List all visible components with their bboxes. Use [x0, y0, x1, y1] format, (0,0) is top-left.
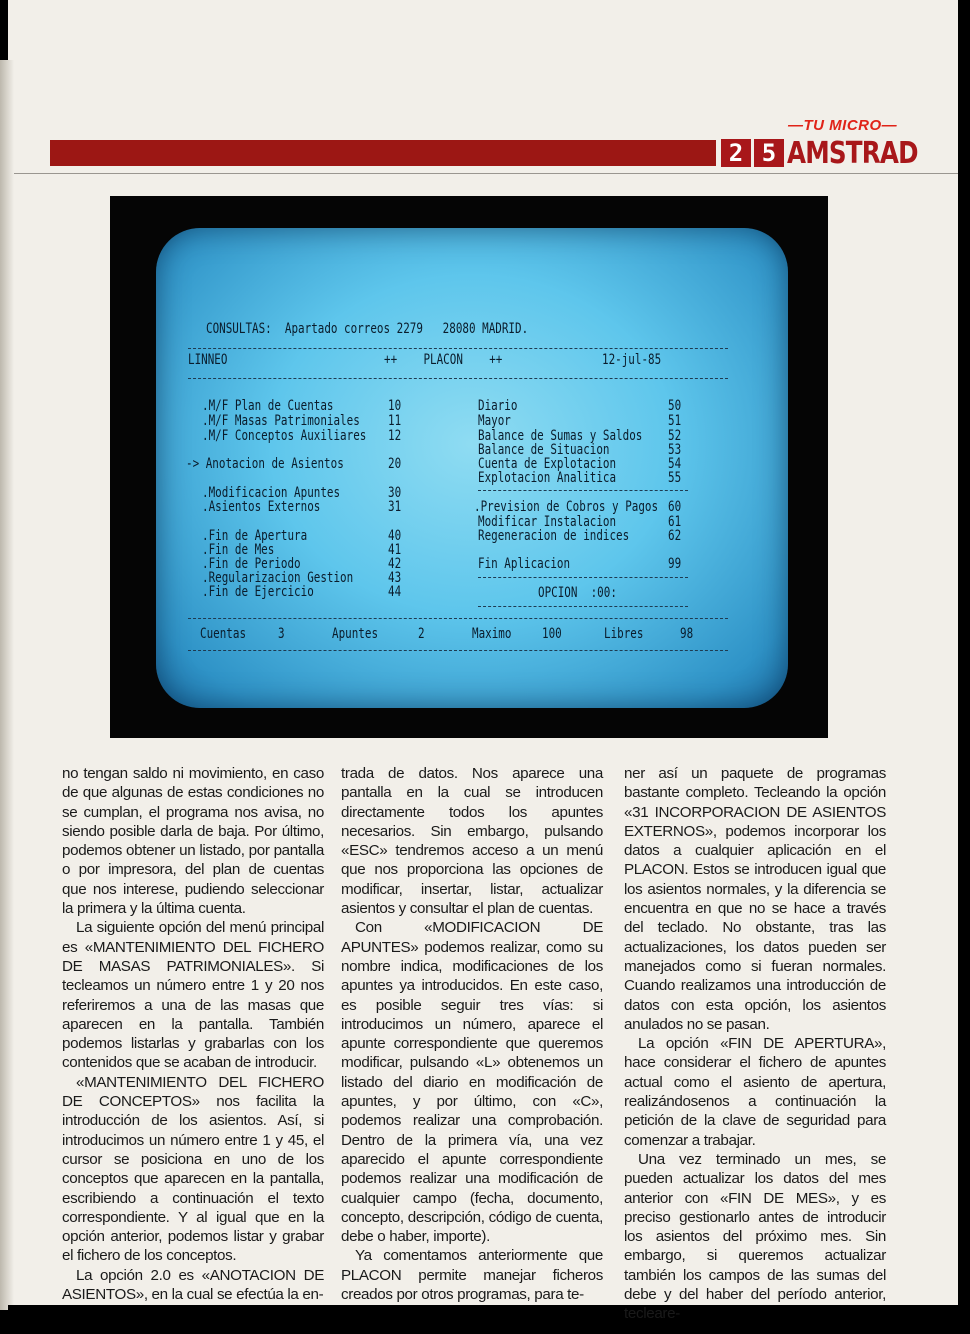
menu-item: .M/F Masas Patrimoniales [202, 413, 360, 429]
paragraph: ner así un paquete de programas bastante completo. Tecleando la opción «31 INCORPORACION DE ASIENTOS EXTERNOS», podemos incorporar los datos a cualquier aplicación en el PLACON. Estos se introducen igual que los asientos normales, y la diferencia se encuentra en que no se hace a través del teclado. No obstante, tras las actualizaciones, los datos pueden ser manejados como si fueran normales. Cuando realizamos una introducción de datos con esta opción, los asientos anulados no se pasan. [624, 765, 886, 1033]
menu-item: Regeneracion de indices [478, 528, 630, 544]
menu-code: 31 [388, 499, 402, 515]
menu-item: Cuenta de Explotacion [478, 456, 617, 472]
screen-rule [188, 378, 728, 379]
menu-code: 60 [668, 499, 682, 515]
screen-rule [188, 618, 728, 619]
menu-code: 62 [668, 528, 682, 544]
paragraph: no tengan saldo ni movimiento, en caso de que algunas de estas condiciones no se cumplan, el programa nos avisa, no siendo posible darla de baja. Por último, podemos obtener un listado, por pantalla o por impresora, del plan de cuentas que nos interese, pudiendo seleccionar la primera y la última cuenta. [62, 765, 324, 918]
header-mid: ++ PLACON ++ [384, 352, 503, 368]
menu-code: 55 [668, 470, 682, 486]
screen-rule [478, 490, 688, 491]
screen-rule [478, 606, 688, 607]
option-prompt: OPCION :00: [538, 585, 617, 601]
menu-code: 12 [388, 428, 402, 444]
menu-item: .Fin de Periodo [202, 556, 301, 572]
paragraph: La siguiente opción del menú principal es «MANTENIMIENTO DEL FICHERO DE MASAS PATRIMONIALES». Si tecleamos un número entre 1 y 20 nos referiremos a una de las masas que aparecen en la pantalla. También podemos listarlas y grabarlas con los contenidos que se acaban de introducir. [62, 919, 324, 1072]
menu-code: 44 [388, 584, 402, 600]
menu-code: 61 [668, 514, 682, 530]
menu-item: .Fin de Ejercicio [202, 584, 314, 600]
page-spine-shadow [0, 60, 14, 1310]
menu-code: 43 [388, 570, 402, 586]
footer-cuentas-value: 3 [278, 626, 285, 642]
header-date: 12-jul-85 [602, 352, 662, 368]
brand-logo: AMSTRAD [787, 136, 918, 171]
menu-item: Mayor [478, 413, 511, 429]
menu-item: Fin Aplicacion [478, 556, 571, 572]
menu-item: .Fin de Apertura [202, 528, 308, 544]
menu-item: .M/F Conceptos Auxiliares [202, 428, 367, 444]
footer-apuntes-label: Apuntes [332, 626, 379, 642]
footer-maximo-label: Maximo [472, 626, 512, 642]
menu-item: Modificar Instalacion [478, 514, 617, 530]
paragraph: Una vez terminado un mes, se pueden actualizar los datos del mes anterior con «FIN DE MES», y es preciso gestionarlo antes de introducir los asientos del próximo mes. Sin embargo, si queremos actualizar también los campos de las sumas del debe y del haber del período anterior, tecleare- [624, 1150, 886, 1323]
menu-code: 10 [388, 398, 402, 414]
menu-code: 99 [668, 556, 682, 572]
menu-code: 42 [388, 556, 402, 572]
screen-rule [188, 348, 728, 349]
menu-code: 30 [388, 485, 402, 501]
menu-code: 52 [668, 428, 682, 444]
menu-item: Explotacion Analitica [478, 470, 617, 486]
menu-item: Balance de Sumas y Saldos [478, 428, 643, 444]
paragraph: Con «MODIFICACION DE APUNTES» podemos realizar, como su nombre indica, modificaciones de los apuntes ya introducidos. En este caso, es posible seguir tres vías: si introducimos un número, aparece el apunte correspondiente que queremos modificar, pulsando «L» obtenemos un listado del diario en modificación de apuntes, y por último, con «C», podemos realizar una comprobación. Dentro de la primera vía, una vez aparecido el apunte correspondiente podemos realizar una modificación de cualquier campo (fecha, documento, concepto, descripción, código de cuenta, debe o haber, importe). [341, 919, 603, 1246]
screen-photo [110, 196, 828, 738]
menu-item: .M/F Plan de Cuentas [202, 398, 334, 414]
page-number [721, 139, 784, 167]
menu-code: 51 [668, 413, 682, 429]
menu-code: 20 [388, 456, 402, 472]
menu-item-selected: -> Anotacion de Asientos [186, 456, 344, 472]
footer-cuentas-label: Cuentas [200, 626, 247, 642]
section-label: —TU MICRO— [788, 117, 898, 134]
footer-maximo-value: 100 [542, 626, 562, 642]
menu-code: 40 [388, 528, 402, 544]
page-digit: 2 [721, 139, 751, 167]
header-left: LINNEO [188, 352, 228, 368]
contact-line: CONSULTAS: Apartado correos 2279 28080 MADRID. [206, 321, 529, 337]
menu-code: 41 [388, 542, 402, 558]
menu-item: .Asientos Externos [202, 499, 321, 515]
paragraph: Ya comentamos anteriormente que PLACON permite manejar ficheros creados por otros programas, para te- [341, 1247, 603, 1304]
paragraph: La opción 2.0 es «ANOTACION DE ASIENTOS», en la cual se efectúa la en- [62, 1266, 324, 1304]
footer-libres-label: Libres [604, 626, 644, 642]
footer-libres-value: 98 [680, 626, 694, 642]
menu-code: 11 [388, 413, 402, 429]
menu-item: Diario [478, 398, 518, 414]
header-bar [50, 140, 716, 166]
menu-code: 50 [668, 398, 682, 414]
page-digit: 5 [754, 139, 784, 167]
screen-rule [188, 650, 728, 651]
menu-code: 54 [668, 456, 682, 472]
article-column-2 [341, 764, 603, 1304]
menu-code: 53 [668, 442, 682, 458]
menu-item: Balance de Situacion [478, 442, 610, 458]
menu-item: .Regularizacion Gestion [202, 570, 354, 586]
crt-screen [156, 228, 788, 708]
menu-item: .Modificacion Apuntes [202, 485, 341, 501]
article-column-3 [624, 764, 886, 1324]
footer-apuntes-value: 2 [418, 626, 425, 642]
menu-item: .Fin de Mes [202, 542, 275, 558]
paragraph: La opción «FIN DE APERTURA», hace considerar el fichero de apuntes actual como el asiento de apertura, realizándosenos a continuación la petición de la clave de seguridad para comenzar a trabajar. [624, 1035, 886, 1149]
paragraph: «MANTENIMIENTO DEL FICHERO DE CONCEPTOS» nos facilita la introducción de los asientos. Así, si introducimos un número entre 1 y 45, el cursor se posiciona en uno de los conceptos que aparecen en la pantalla, escribiendo a continuación el texto correspondiente. Y al igual que en la opción anterior, podemos listar y grabar el fichero de los conceptos. [62, 1073, 324, 1265]
screen-rule [478, 577, 688, 578]
header-rule [14, 173, 958, 174]
article-column-1 [62, 764, 324, 1304]
paragraph: trada de datos. Nos aparece una pantalla en la cual se introducen directamente todos los apuntes necesarios. Sin embargo, pulsando «ESC» tendremos acceso a un menú que nos proporciona las opciones de modificar, insertar, listar, actualizar asientos y consultar el plan de cuentas. [341, 765, 603, 918]
terminal-text [156, 228, 788, 708]
menu-item: .Prevision de Cobros y Pagos [474, 499, 659, 515]
